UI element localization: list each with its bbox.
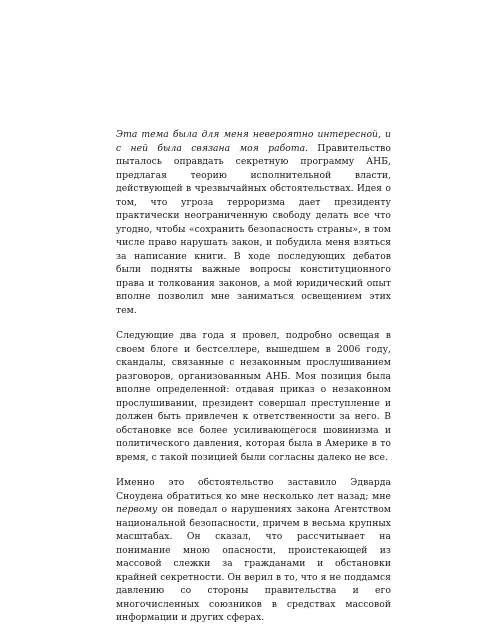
- paragraph-1: [116, 128, 391, 317]
- paragraph-2: Следующие два года я провел, подробно освещая в своем блоге и бестселлере, вышедшем в 2006 году, скандалы, связанные с незаконным прослушиванием разговоров, организованным АНБ. Моя позиция была вполне определенной: отдавая приказ о незаконном прослушивании, президент совершал преступление и должен быть привлечен к ответственности за него. В обстановке все более усиливающегося шовинизма и политического давления, которая была в Америке в то время, с такой позицией были согласны далеко не все.: [116, 330, 391, 463]
- paragraph-3-end: он поведал о нарушениях закона Агентством национальной безопасности, причем в весьма крупных масштабах. Он сказал, что рассчитывает на понимание мною опасности, проистекающей из массовой слежки за гражданами и обстановки крайней секретности. Он верил в то, что я не поддамся давлению со стороны правительства и его многочисленных союзников в средствах массовой информации и других сферах.: [116, 504, 391, 623]
- body-text: [116, 128, 391, 625]
- paragraph-1-body: Правительство пыталось оправдать секретную программу АНБ, предлагая теорию исполнительной власти, действующей в чрезвычайных обстоятельствах. Идея о том, что угроза терроризма дает президенту практически неограниченную свободу делать все что угодно, чтобы «сохранить безопасность страны», в том числе право нарушать закон, и побудила меня взяться за написание книги. В ходе последующих дебатов были подняты важные вопросы конституционного права и толкования законов, а мой юридический опыт вполне позволил мне заниматься освещением этих тем.: [116, 142, 391, 316]
- paragraph-1-italic-lead: Эта тема была для меня невероятно интересной, и с ней была связана моя работа.: [116, 129, 391, 154]
- paragraph-3-emphasis: первому: [116, 504, 158, 515]
- paragraph-3: [116, 476, 391, 625]
- paragraph-3-start: Именно это обстоятельство заставило Эдварда Сноудена обратиться ко мне несколько лет назад; мне: [116, 477, 391, 502]
